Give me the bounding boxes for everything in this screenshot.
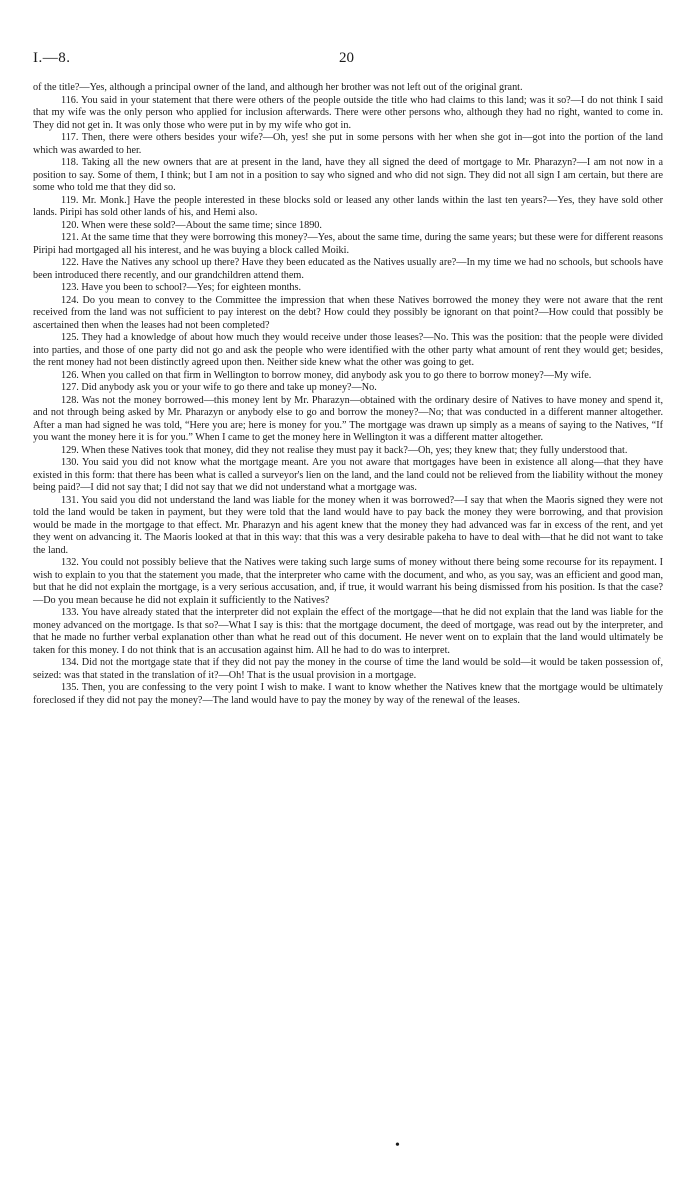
document-body (33, 82, 663, 707)
paragraph: 120. When were these sold?—About the same time; since 1890. (61, 219, 322, 231)
paragraph: 124. Do you mean to convey to the Committee the impression that when these Natives borrowed the money they were not aware that the rent received from the land was not sufficient to pay interest on the debt? How could they possibly be ignorant on that point?—How could that possibly be ascertained then when the leases had not been completed? (33, 294, 663, 331)
paragraph: 132. You could not possibly believe that the Natives were taking such large sums of money without there being some recourse for its repayment. I wish to explain to you that the statement you made, that the interpreter who came with the document, and who, as you say, was an efficient and good man, but that he did not explain the mortgage, is a very serious accusation, and, if true, it would warrant his being dismissed from his position. Is that the case?—Do you mean because he did not explain it sufficiently to the Natives? (33, 557, 663, 606)
paragraph: 117. Then, there were others besides your wife?—Oh, yes! she put in some persons with her when she got in—got into the portion of the land which was awarded to her. (33, 132, 663, 156)
paragraph: 130. You said you did not know what the mortgage meant. Are you not aware that mortgages have been in existence all along—that they have existed in this form: that there has been what is called a surveyor's lien on the land, and the land could not be relieved from the liability without the money being paid?—I did not say that; I did not say that we did not understand what a mortgage was. (33, 457, 663, 493)
paragraph: 127. Did anybody ask you or your wife to go there and take up money?—No. (61, 382, 377, 393)
paragraph: 134. Did not the mortgage state that if they did not pay the money in the course of time the land would be sold—it would be taken possession of, seized: was that stated in the translation of it?—Oh! That is the usual provision in a mortgage. (33, 657, 663, 681)
paragraph: 125. They had a knowledge of about how much they would receive under those leases?—No. This was the position: that the people were divided into parties, and those of one party did not go and ask the people who were identified with the other party what amount of rent they would get; besides, the rent money had not been distinctly agreed upon then. Neither side knew what the other was going to get. (33, 332, 663, 368)
paragraph: 135. Then, you are confessing to the very point I wish to make. I want to know whether the Natives knew that the mortgage would be ultimately foreclosed if they did not pay the money?—The land would have to pay the money by way of the renewal of the leases. (33, 682, 663, 706)
paragraph: of the title?—Yes, although a principal owner of the land, and although her brother was not left out of the original grant. (33, 82, 523, 93)
paragraph: 119. Mr. Monk.] Have the people interested in these blocks sold or leased any other lands within the last ten years?—Yes, they have sold other lands. Piripi has sold other lands of his, and Hemi also. (33, 194, 663, 218)
page-number: 20 (339, 50, 354, 66)
paragraph: 116. You said in your statement that there were others of the people outside the title who had claims to this land; was it so?—I do not think I said that my wife was the only person who applied for inclusion afterwards. There were other persons who, although they had no right, wanted to come in. They did not get in. It was only those who were put in by my wife who got in. (33, 94, 663, 131)
paragraph: 126. When you called on that firm in Wellington to borrow money, did anybody ask you to go there to borrow money?—My wife. (61, 369, 592, 381)
paragraph: 122. Have the Natives any school up there? Have they been educated as the Natives usually are?—In my time we had no schools, but schools have been introduced there recently, and our grandchildren attend them. (33, 257, 663, 281)
paragraph: 129. When these Natives took that money, did they not realise they must pay it back?—Oh, yes; they knew that; they fully understood that. (61, 444, 628, 456)
document-reference: I.—8. (33, 50, 71, 66)
paragraph: 123. Have you been to school?—Yes; for eighteen months. (61, 282, 302, 293)
paragraph: 118. Taking all the new owners that are at present in the land, have they all signed the deed of mortgage to Mr. Pharazyn?—I am not now in a position to say. Some of them, I think; but I am not in a position to say who signed and who did not sign. They did not all sign I am certain, but there are some who told me that they did so. (33, 157, 663, 193)
paragraph: 128. Was not the money borrowed—this money lent by Mr. Pharazyn—obtained with the ordinary desire of Natives to have money and spend it, and not through being asked by Mr. Pharazyn or anybody else to go and borrow the money?—No; that was conducted in a different manner altogether. After a man had signed he was told, “Here you are; here is money for you.” The mortgage was drawn up simply as a means of saying to the Natives, “If you want the money here it is for you.” When I came to get the money here in Wellington it was a different matter altogether. (33, 394, 663, 443)
footer-mark: • (395, 1138, 400, 1153)
page-header (33, 50, 660, 70)
paragraph: 131. You said you did not understand the land was liable for the money when it was borrowed?—I say that when the Maoris signed they were not told the land would be taken in payment, but they were told that the land would have to pay back the money they were borrowing, and that provision would be made in the mortgage to that effect. Mr. Pharazyn and his agent knew that the money they had advanced was far in excess of the rent, and yet they went on advancing it. The Maoris looked at that in this way: that this was a very desirable pakeha to have to deal with—that he did not want to take the land. (33, 494, 663, 556)
paragraph: 133. You have already stated that the interpreter did not explain the effect of the mortgage—that he did not explain that the land was liable for the money advanced on the mortgage. Is that so?—What I say is this: that the mortgage document, the deed of mortgage, was read out by the interpreter, and that he made no further verbal explanation other than what he read out of this document. He never went on to explain that the land would ultimately be taken for this money. I do not think that is an accusation against him. All he had to do was to interpret. (33, 607, 663, 656)
paragraph: 121. At the same time that they were borrowing this money?—Yes, about the same time, during the same years; but these were for different reasons Piripi had mortgaged all his interest, and he was buying a block called Moiki. (33, 232, 663, 256)
